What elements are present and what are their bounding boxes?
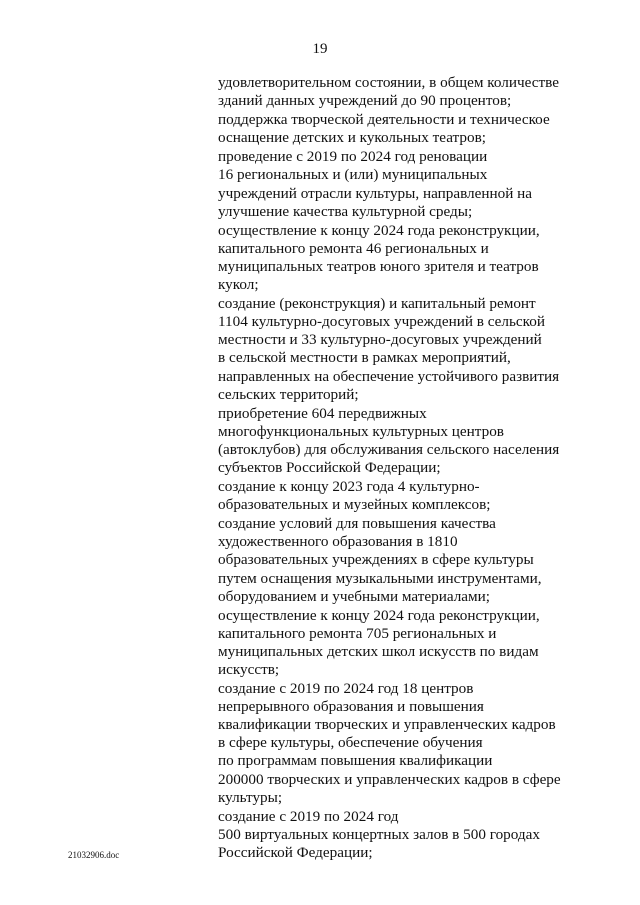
paragraph: создание условий для повышения качества художественного образования в 1810 образовательных учреждениях в сфере культуры путем оснащения музыкальными инструментами, оборудованием и учебными материалами; [218, 515, 542, 605]
footer-filename: 21032906.doc [68, 850, 120, 860]
paragraph: осуществление к концу 2024 года реконструкции, капитального ремонта 46 региональных и муниципальных театров юного зрителя и театров кукол; [218, 221, 540, 294]
paragraph: осуществление к концу 2024 года реконструкции, капитального ремонта 705 региональных и муниципальных детских школ искусств по видам искусств; [218, 606, 540, 678]
paragraph: создание (реконструкция) и капитальный ремонт 1104 культурно-досуговых учреждений в сельской местности и 33 культурно-досуговых учреждений в сельской местности в рамках мероприятий, направленных на обеспечение устойчивого развития сельских территорий; [218, 295, 560, 403]
paragraph: поддержка творческой деятельности и техническое оснащение детских и кукольных театров; [218, 111, 550, 147]
paragraph: создание с 2019 по 2024 год 18 центров непрерывного образования и повышения квалификации творческих и управленческих кадров в сфере культуры, обеспечение обучения по программам повышения квалификации 200000 творческих и управленческих кадров в сфере культуры; [218, 680, 561, 806]
paragraph: проведение с 2019 по 2024 год реновации 16 региональных и (или) муниципальных учреждений отрасли культуры, направленной на улучшение качества культурной среды; [218, 148, 533, 220]
paragraph: приобретение 604 передвижных многофункциональных культурных центров (автоклубов) для обслуживания сельского населения субъектов Российской Федерации; [218, 404, 560, 476]
page-number: 19 [312, 41, 328, 57]
paragraph: создание к концу 2023 года 4 культурно- образовательных и музейных комплексов; [218, 478, 491, 514]
paragraph: удовлетворительном состоянии, в общем количестве зданий данных учреждений до 90 процентов; [218, 74, 559, 110]
paragraph: создание с 2019 по 2024 год 500 виртуальных концертных залов в 500 городах Российской Федерации; [218, 807, 540, 861]
document-body [218, 74, 618, 862]
